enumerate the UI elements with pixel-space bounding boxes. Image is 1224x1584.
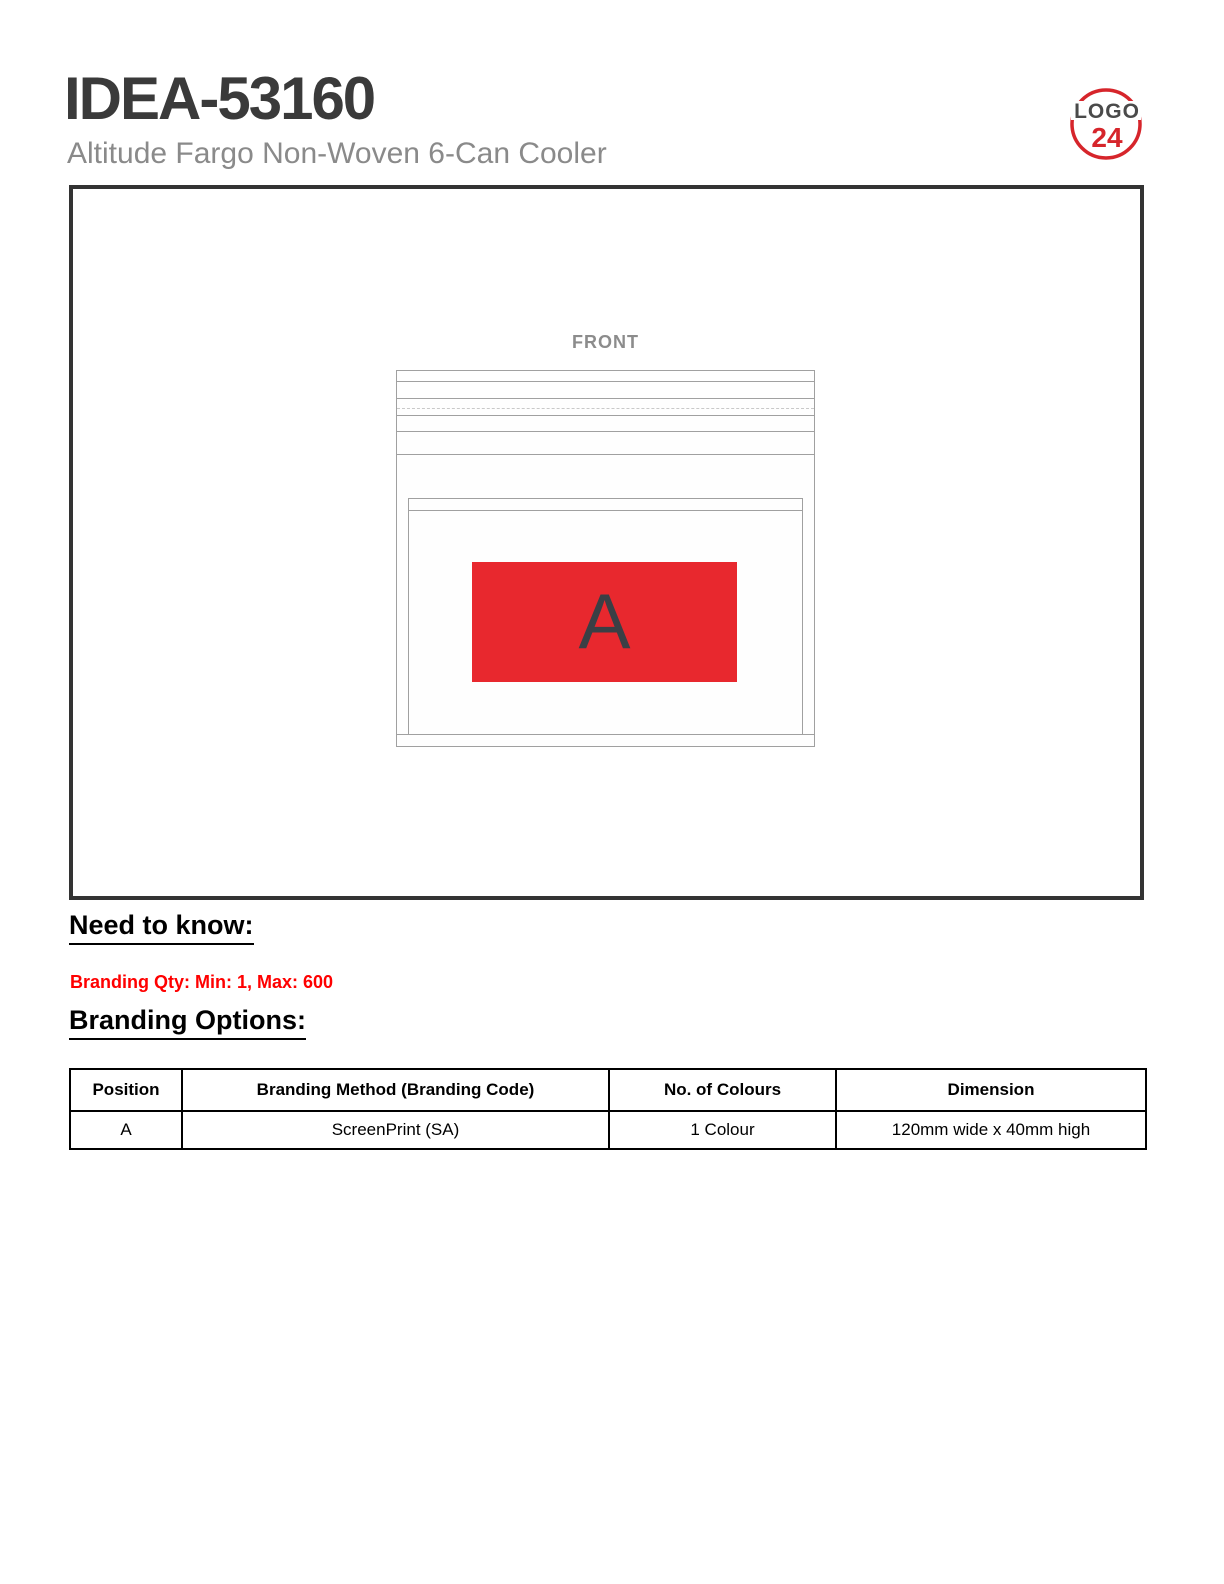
branding-qty-note: Branding Qty: Min: 1, Max: 600 (70, 972, 334, 992)
page-title: IDEA-53160 (64, 65, 375, 132)
header-position: Position (70, 1069, 182, 1111)
need-to-know-section (69, 910, 254, 945)
cell-position: A (70, 1111, 182, 1149)
cell-colours: 1 Colour (609, 1111, 836, 1149)
view-label: FRONT (572, 332, 639, 352)
branding-options-section (69, 1005, 306, 1040)
branding-options-heading: Branding Options: (69, 1005, 306, 1040)
product-preview-frame (69, 185, 1144, 900)
cooler-seam-line (397, 454, 814, 455)
table-header-row (70, 1069, 1146, 1111)
logo-text-bottom: 24 (1091, 122, 1123, 153)
header-method: Branding Method (Branding Code) (182, 1069, 609, 1111)
cooler-seam-line (397, 381, 814, 382)
cooler-stitch-line (397, 408, 814, 409)
cooler-outline (396, 370, 815, 747)
branding-area-a (472, 562, 737, 682)
logo-text-top: LOGO (1074, 100, 1140, 123)
cooler-zipper-line (397, 431, 814, 432)
header-colours: No. of Colours (609, 1069, 836, 1111)
branding-position-label: A (578, 577, 631, 665)
cell-dimension: 120mm wide x 40mm high (836, 1111, 1146, 1149)
need-to-know-heading: Need to know: (69, 910, 254, 945)
page-subtitle: Altitude Fargo Non-Woven 6-Can Cooler (67, 137, 607, 170)
branding-options-table (69, 1068, 1147, 1150)
cooler-seam-line (397, 398, 814, 399)
header-dimension: Dimension (836, 1069, 1146, 1111)
table-row (70, 1111, 1146, 1149)
logo24-icon (1052, 74, 1160, 174)
pocket-seam-line (409, 510, 802, 511)
cooler-front-pocket (408, 498, 803, 735)
cell-method: ScreenPrint (SA) (182, 1111, 609, 1149)
cooler-seam-line (397, 415, 814, 416)
